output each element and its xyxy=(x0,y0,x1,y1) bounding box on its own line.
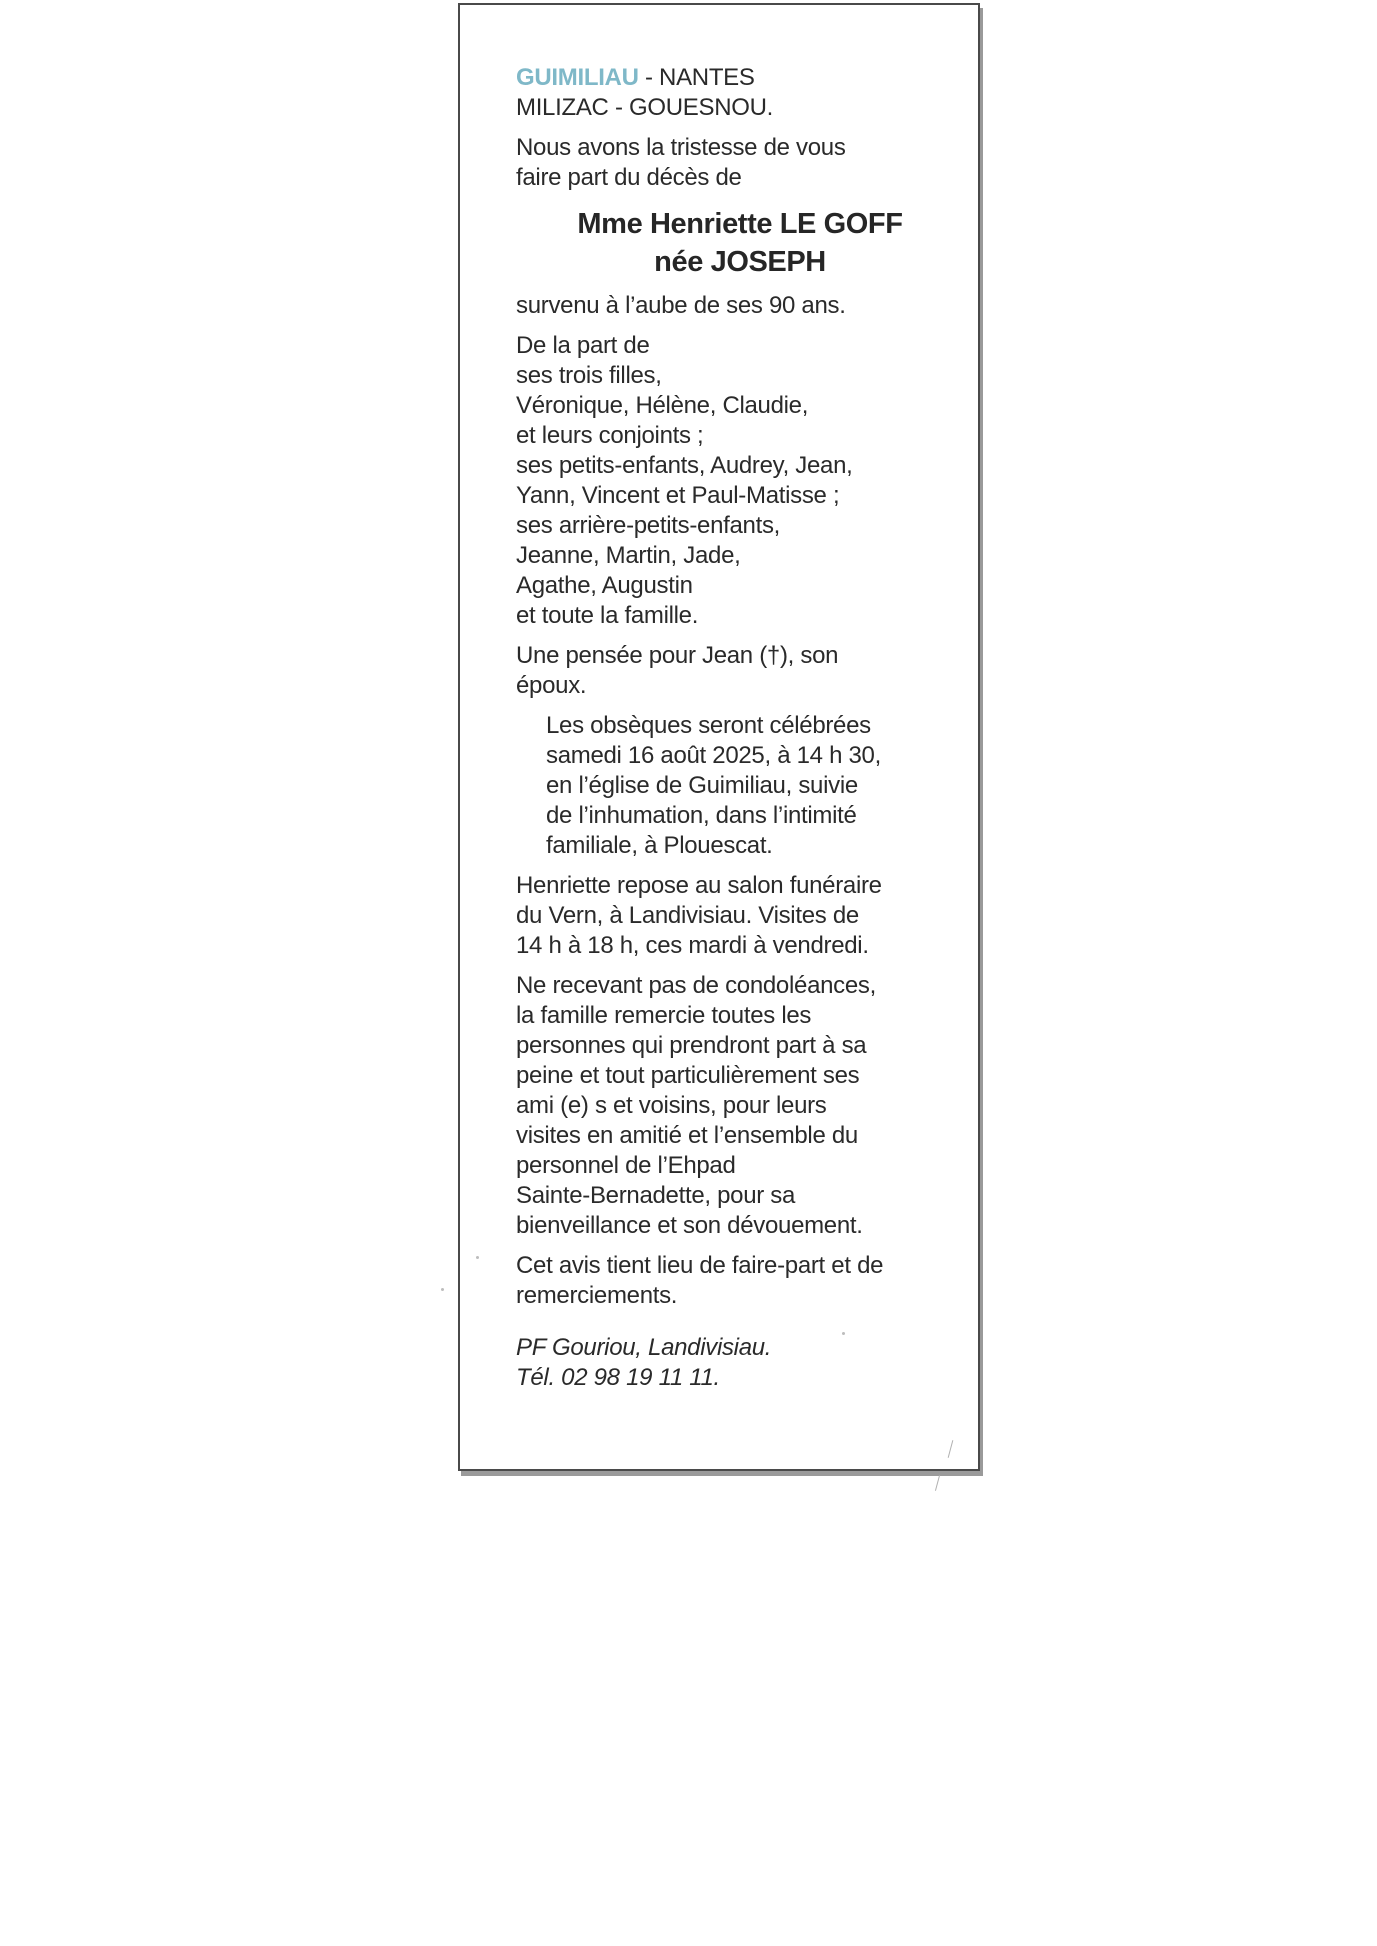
age-line: survenu à l’aube de ses 90 ans. xyxy=(516,292,846,319)
family-line: ses trois filles, xyxy=(516,362,662,389)
header-line-2: MILIZAC - GOUESNOU. xyxy=(516,94,773,121)
funeral-paragraph xyxy=(516,711,956,861)
family-line: et toute la famille. xyxy=(516,602,699,629)
visits-paragraph xyxy=(516,871,956,961)
family-line: ses arrière-petits-enfants, xyxy=(516,512,781,539)
obituary-notice xyxy=(458,3,980,1471)
header-line-1-rest: - NANTES xyxy=(638,64,755,91)
funeral-line: familiale, à Plouescat. xyxy=(546,832,773,859)
intro-line: Nous avons la tristesse de vous xyxy=(516,134,846,161)
visits-line: Henriette repose au salon funéraire xyxy=(516,872,882,899)
funeral-line: de l’inhumation, dans l’intimité xyxy=(546,802,857,829)
visits-line: du Vern, à Landivisiau. Visites de xyxy=(516,902,859,929)
visits-line: 14 h à 18 h, ces mardi à vendredi. xyxy=(516,932,869,959)
family-line: De la part de xyxy=(516,332,650,359)
family-line: Agathe, Augustin xyxy=(516,572,693,599)
funeral-line: Les obsèques seront célébrées xyxy=(546,712,871,739)
scan-speck xyxy=(441,1288,444,1291)
deceased-maiden-name: née JOSEPH xyxy=(654,246,826,278)
funeral-line: samedi 16 août 2025, à 14 h 30, xyxy=(546,742,881,769)
thanks-line: ami (e) s et voisins, pour leurs xyxy=(516,1092,827,1119)
thanks-line: visites en amitié et l’ensemble du xyxy=(516,1122,858,1149)
family-line: Yann, Vincent et Paul-Matisse ; xyxy=(516,482,840,509)
thanks-line: Ne recevant pas de condoléances, xyxy=(516,972,876,999)
intro-paragraph xyxy=(516,133,956,193)
notice-statement-paragraph xyxy=(516,1251,956,1311)
family-line: ses petits-enfants, Audrey, Jean, xyxy=(516,452,853,479)
family-line: et leurs conjoints ; xyxy=(516,422,704,449)
thought-line: époux. xyxy=(516,672,587,699)
thanks-line: peine et tout particulièrement ses xyxy=(516,1062,860,1089)
notice-statement-line: Cet avis tient lieu de faire-part et de xyxy=(516,1252,884,1279)
deceased-name-block xyxy=(516,205,956,281)
thought-paragraph xyxy=(516,641,956,701)
intro-line: faire part du décès de xyxy=(516,164,742,191)
scan-mark xyxy=(935,1475,940,1491)
thanks-line: personnes qui prendront part à sa xyxy=(516,1032,867,1059)
thanks-line: la famille remercie toutes les xyxy=(516,1002,812,1029)
thanks-line: Sainte-Bernadette, pour sa xyxy=(516,1182,796,1209)
funeral-line: en l’église de Guimiliau, suivie xyxy=(546,772,858,799)
scan-speck xyxy=(842,1332,845,1335)
thanks-paragraph xyxy=(516,971,956,1241)
thought-line: Une pensée pour Jean (†), son xyxy=(516,642,839,669)
highlighted-town: GUIMILIAU xyxy=(516,64,639,91)
deceased-name: Mme Henriette LE GOFF xyxy=(577,208,903,240)
thanks-line: bienveillance et son dévouement. xyxy=(516,1212,863,1239)
age-paragraph xyxy=(516,291,956,321)
funeral-home-signature xyxy=(516,1333,956,1393)
thanks-line: personnel de l’Ehpad xyxy=(516,1152,736,1179)
header-line-1 xyxy=(516,63,956,93)
notice-statement-line: remerciements. xyxy=(516,1282,678,1309)
notice-header xyxy=(516,63,956,123)
family-line: Véronique, Hélène, Claudie, xyxy=(516,392,809,419)
family-line: Jeanne, Martin, Jade, xyxy=(516,542,741,569)
funeral-home-name: PF Gouriou, Landivisiau. xyxy=(516,1334,772,1361)
scan-speck xyxy=(476,1256,479,1259)
funeral-home-phone: Tél. 02 98 19 11 11. xyxy=(516,1364,720,1391)
notice-content xyxy=(516,63,956,1393)
family-paragraph xyxy=(516,331,956,631)
